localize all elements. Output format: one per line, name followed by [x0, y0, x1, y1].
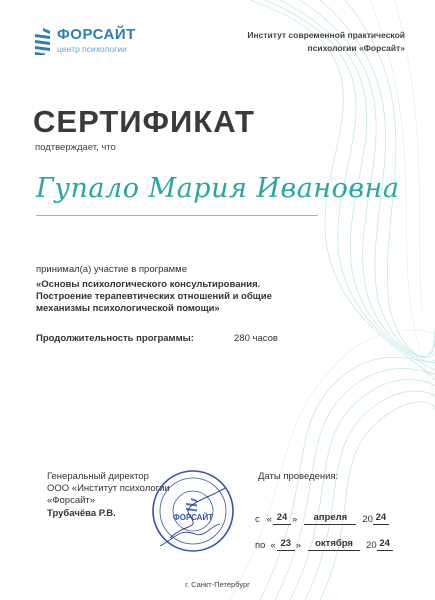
program-title: «Основы психологического консультирования. Построение терапевтических отношений и общие механизмы психологической помощи» [36, 279, 272, 314]
signatory-org-2: «Форсайт» [47, 495, 96, 506]
certificate-title: СЕРТИФИКАТ [33, 104, 255, 139]
duration-label: Продолжительность программы: [36, 333, 194, 344]
name-underline [36, 215, 318, 216]
logo-stripes-icon [33, 27, 53, 55]
signatory-position: Генеральный директор [47, 471, 149, 482]
logo-name: ФОРСАЙТ [57, 26, 136, 43]
round-stamp-icon [150, 468, 236, 554]
logo [33, 27, 136, 55]
stamp-text: ФОРСАЙТ [172, 513, 214, 522]
signatory-org-1: ООО «Институт психологии [47, 483, 170, 494]
date-to-day: 23 [277, 538, 295, 551]
recipient-name: Гупало Мария Ивановна [36, 173, 400, 204]
date-from-month: апреля [304, 512, 356, 525]
date-to: по « 23 » октября 20 24 [255, 538, 393, 551]
city-text: г. Санкт-Петербург [185, 580, 250, 589]
dates-title: Даты проведения: [258, 471, 339, 482]
confirms-text: подтверждает, что [35, 142, 116, 153]
duration-value: 280 часов [234, 333, 278, 344]
institute-name: Институт современной практической психологии «Форсайт» [247, 30, 405, 53]
participated-text: принимал(а) участие в программе [36, 264, 187, 275]
date-to-year: 24 [377, 538, 393, 551]
logo-subtitle: центр психологии [57, 44, 127, 54]
date-from-day: 24 [273, 512, 291, 525]
signatory-name: Трубачёва Р.В. [47, 508, 116, 519]
date-from-year: 24 [373, 512, 389, 525]
date-from: с « 24 » апреля 20 24 [255, 512, 389, 525]
date-to-month: октября [308, 538, 360, 551]
